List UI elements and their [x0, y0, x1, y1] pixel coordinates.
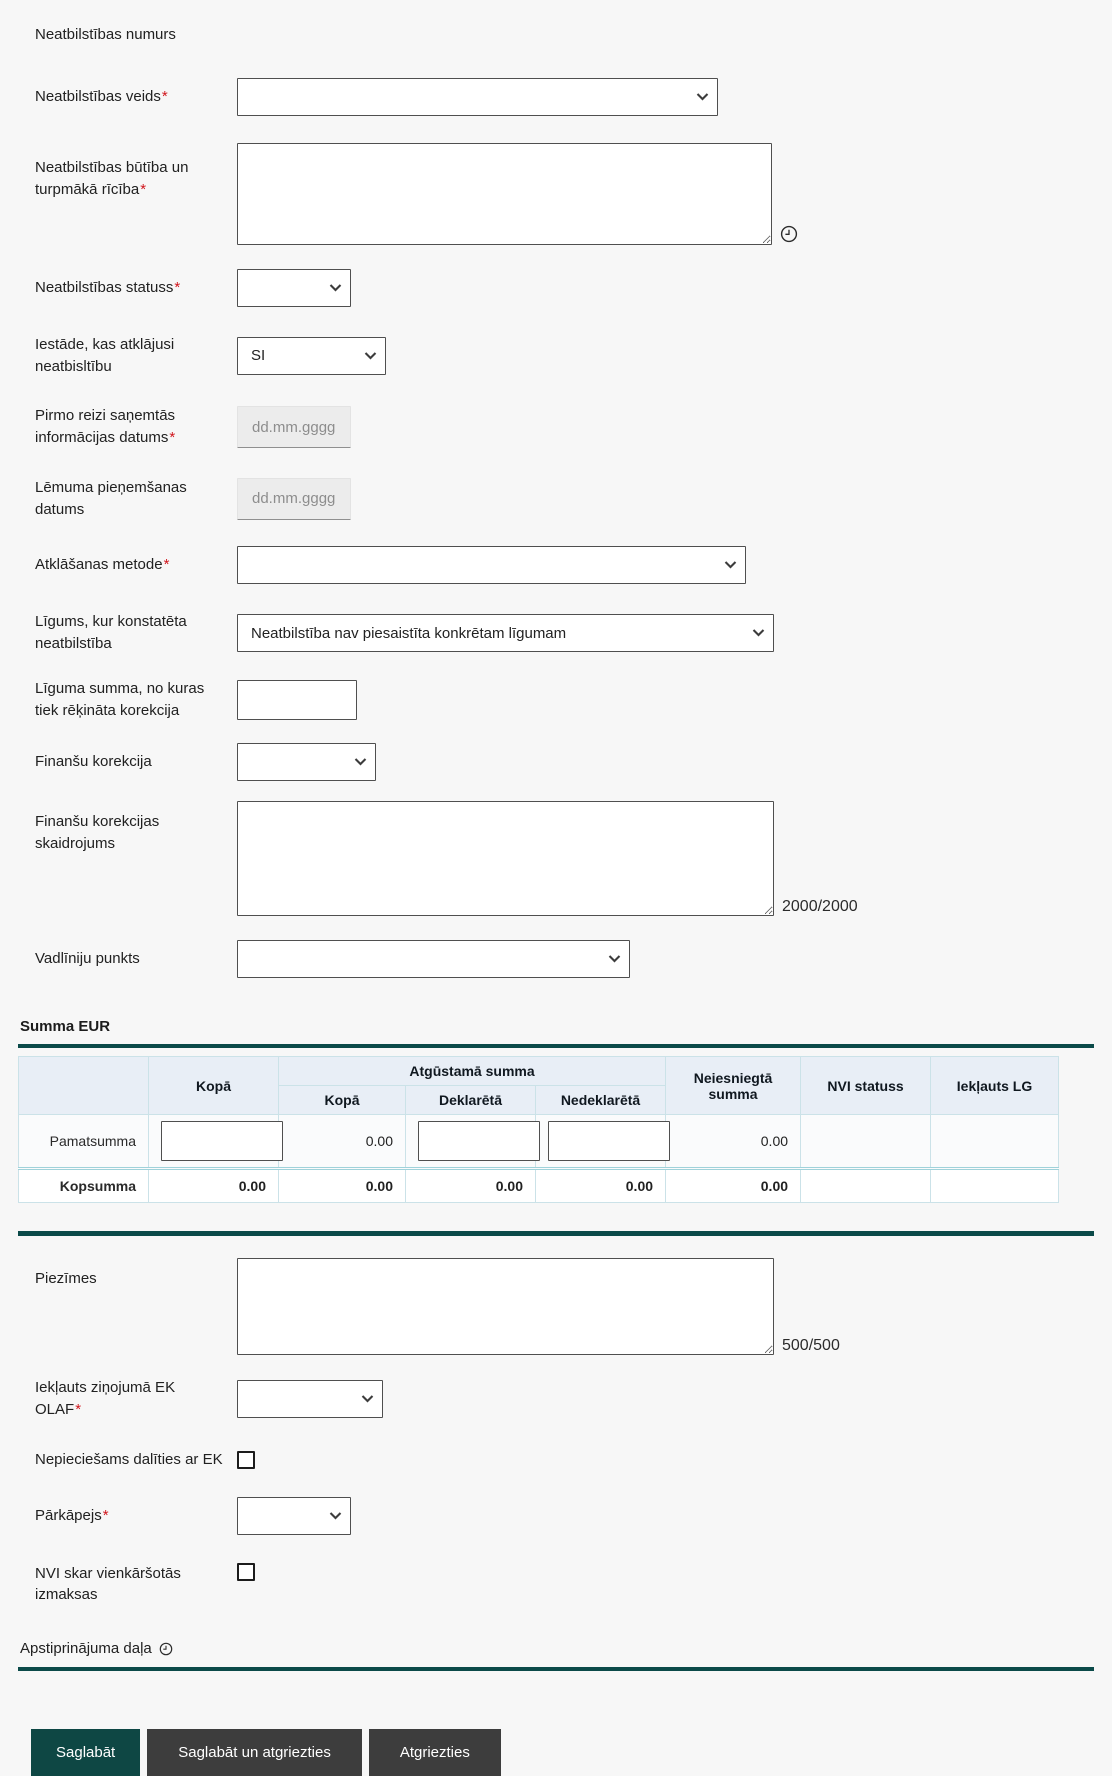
butiba-textarea[interactable]	[237, 143, 772, 245]
lemuma-date-input[interactable]	[237, 478, 351, 520]
vadliniju-label: Vadlīniju punkts	[35, 950, 140, 968]
iestade-select[interactable]	[237, 337, 386, 375]
pamatsumma-neiesniegta-value: 0.00	[666, 1115, 801, 1169]
veids-label: Neatbilstības veids	[35, 87, 161, 105]
return-button[interactable]: Atgriezties	[369, 1729, 501, 1776]
required-asterisk: *	[169, 429, 176, 446]
atklasanas-label: Atklāšanas metode	[35, 556, 163, 574]
row-statuss	[35, 269, 1112, 307]
kopsumma-label: Kopsumma	[19, 1169, 149, 1203]
statuss-label: Neatbilstības statuss	[35, 278, 174, 296]
kopsumma-neiesniegta-value: 0.00	[666, 1169, 801, 1203]
row-finansu-skaidrojums	[35, 801, 1112, 916]
piezimes-textarea[interactable]	[237, 1258, 774, 1355]
clock-icon[interactable]	[159, 1642, 173, 1656]
row-vadliniju	[35, 940, 1112, 978]
row-butiba	[35, 143, 1112, 245]
lemuma-label: Lēmuma pieņemšanas datums	[35, 478, 187, 518]
apstiprinajuma-section-header	[0, 1640, 1112, 1657]
numurs-label: Neatbilstības numurs	[35, 26, 176, 43]
row-parkapejs	[35, 1497, 1112, 1535]
nvi-vienkarsotas-label: NVI skar vienkāršotās izmaksas	[35, 1564, 181, 1604]
row-iestade	[35, 334, 1112, 378]
kopsumma-nedeklareta-value: 0.00	[536, 1169, 666, 1203]
nvi-vienkarsotas-checkbox[interactable]	[237, 1563, 255, 1581]
section-divider	[18, 1667, 1094, 1671]
required-asterisk: *	[161, 87, 168, 105]
row-liguma-summa	[35, 678, 1112, 722]
row-atklasanas	[35, 546, 1112, 584]
ligums-label: Līgums, kur konstatēta neatbilstība	[35, 613, 187, 652]
summa-eur-section	[0, 1018, 1112, 1236]
liguma-summa-label: Līguma summa, no kuras tiek rēķināta korekcija	[35, 679, 205, 719]
olaf-label: Iekļauts ziņojumā EK OLAF	[35, 1379, 176, 1418]
atklasanas-select[interactable]	[237, 546, 746, 584]
col-header-atg-kopa: Kopā	[279, 1086, 406, 1115]
parkapejs-label: Pārkāpejs	[35, 1506, 102, 1524]
kopsumma-atg-kopa-value: 0.00	[279, 1169, 406, 1203]
parkapejs-select[interactable]	[237, 1497, 351, 1535]
table-row-kopsumma	[19, 1169, 1059, 1203]
save-and-return-button[interactable]: Saglabāt un atgriezties	[147, 1729, 362, 1776]
save-button[interactable]: Saglabāt	[31, 1729, 140, 1776]
kopsumma-deklareta-value: 0.00	[406, 1169, 536, 1203]
ligums-select[interactable]	[237, 614, 774, 652]
char-counter: 2000/2000	[782, 898, 858, 916]
pamatsumma-ieklauts-lg-cell	[931, 1115, 1059, 1169]
butiba-label: Neatbilstības būtība un turpmākā rīcība	[35, 158, 189, 198]
col-header-deklareta: Deklarētā	[406, 1086, 536, 1115]
apstiprinajuma-title: Apstiprinājuma daļa	[20, 1640, 152, 1657]
required-asterisk: *	[102, 1506, 109, 1524]
col-header-kopa: Kopā	[149, 1057, 279, 1115]
row-piezimes	[35, 1258, 1112, 1355]
vadliniju-select[interactable]	[237, 940, 630, 978]
pamatsumma-atg-kopa-value: 0.00	[279, 1115, 406, 1169]
summa-eur-table	[18, 1056, 1059, 1203]
row-pirmo-reizi	[35, 405, 1112, 449]
col-header-atgustama-group: Atgūstamā summa	[279, 1057, 666, 1086]
pamatsumma-label: Pamatsumma	[19, 1115, 149, 1169]
statuss-select[interactable]	[237, 269, 351, 307]
required-asterisk: *	[75, 1401, 82, 1418]
finansu-skaidrojums-textarea[interactable]	[237, 801, 774, 916]
finansu-skaidrojums-label: Finanšu korekcijas skaidrojums	[35, 813, 160, 852]
row-veids	[35, 78, 1112, 116]
row-finansu-korekcija	[35, 743, 1112, 781]
table-row-pamatsumma	[19, 1115, 1059, 1169]
row-nvi-vienkarsotas	[35, 1563, 1112, 1607]
clock-icon[interactable]	[780, 225, 798, 243]
row-numurs	[35, 24, 1112, 46]
section-divider	[18, 1044, 1094, 1048]
pirmo-reizi-label: Pirmo reizi saņemtās informācijas datums	[35, 407, 176, 446]
liguma-summa-input[interactable]	[237, 680, 357, 720]
piezimes-label: Piezīmes	[35, 1270, 97, 1288]
dalities-checkbox[interactable]	[237, 1451, 255, 1469]
row-olaf	[35, 1377, 1112, 1421]
required-asterisk: *	[174, 278, 181, 296]
col-header-empty	[19, 1057, 149, 1115]
pamatsumma-kopa-input[interactable]	[161, 1121, 283, 1161]
kopsumma-ieklauts-lg-cell	[931, 1169, 1059, 1203]
col-header-nedeklareta: Nedeklarētā	[536, 1086, 666, 1115]
required-asterisk: *	[140, 180, 147, 198]
action-buttons	[31, 1729, 1112, 1776]
col-header-neiesniegta: Neiesniegtā summa	[666, 1057, 801, 1115]
finansu-korekcija-select[interactable]	[237, 743, 376, 781]
kopsumma-nvi-statuss-cell	[801, 1169, 931, 1203]
row-ligums	[35, 611, 1112, 655]
veids-select[interactable]	[237, 78, 718, 116]
pirmo-reizi-date-input[interactable]	[237, 406, 351, 448]
iestade-label: Iestāde, kas atklājusi neatbisltību	[35, 335, 175, 375]
row-lemuma	[35, 477, 1112, 521]
pamatsumma-nedeklareta-input[interactable]	[548, 1121, 670, 1161]
pamatsumma-nvi-statuss-cell	[801, 1115, 931, 1169]
kopsumma-kopa-value: 0.00	[149, 1169, 279, 1203]
row-dalities	[35, 1449, 1112, 1471]
col-header-nvi-statuss: NVI statuss	[801, 1057, 931, 1115]
summa-eur-title: Summa EUR	[20, 1018, 111, 1036]
char-counter: 500/500	[782, 1337, 840, 1355]
olaf-select[interactable]	[237, 1380, 383, 1418]
finansu-korekcija-label: Finanšu korekcija	[35, 753, 152, 771]
dalities-label: Nepieciešams dalīties ar EK	[35, 1450, 223, 1468]
required-asterisk: *	[163, 556, 170, 574]
col-header-ieklauts-lg: Iekļauts LG	[931, 1057, 1059, 1115]
pamatsumma-deklareta-input[interactable]	[418, 1121, 540, 1161]
